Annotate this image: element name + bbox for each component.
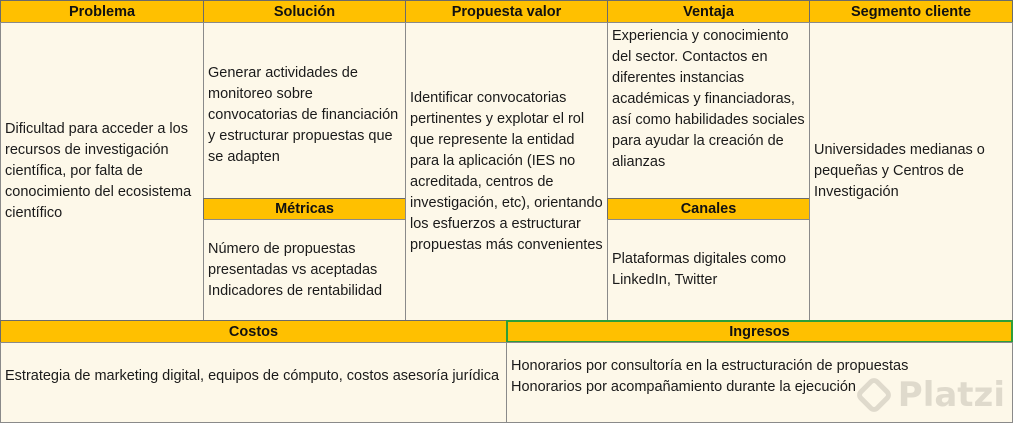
metricas-text: Número de propuestas presentadas vs aceptadas Indicadores de rentabilidad bbox=[208, 240, 383, 299]
segmento-text: Universidades medianas o pequeñas y Centros de Investigación bbox=[814, 142, 985, 200]
header-solucion: Solución bbox=[203, 0, 406, 23]
cell-propuesta-valor bbox=[405, 22, 608, 321]
header-propuesta-valor: Propuesta valor bbox=[405, 0, 608, 23]
header-canales: Canales bbox=[607, 198, 810, 220]
canales-text: Plataformas digitales como LinkedIn, Twitter bbox=[612, 251, 787, 288]
ingresos-line-1: Honorarios por consultoría en la estructuración de propuestas bbox=[511, 357, 909, 374]
header-costos: Costos bbox=[0, 320, 507, 343]
cell-segmento-cliente bbox=[809, 22, 1013, 321]
ingresos-line-2: Honorarios por acompañamiento durante la ejecución bbox=[511, 378, 856, 395]
ingresos-text bbox=[511, 356, 908, 398]
platzi-watermark-text: Platzi bbox=[897, 375, 1005, 415]
cell-problema bbox=[0, 22, 204, 321]
header-segmento-cliente: Segmento cliente bbox=[809, 0, 1013, 23]
cell-costos bbox=[0, 342, 507, 423]
cell-metricas bbox=[203, 219, 406, 321]
costos-text: Estrategia de marketing digital, equipos de cómputo, costos asesoría jurídica bbox=[5, 368, 500, 384]
ventaja-text: Experiencia y conocimiento del sector. Contactos en diferentes instancias académicas y financiadoras, así como habilidades sociales para ayudar la creación de alianzas bbox=[612, 28, 805, 170]
header-ingresos: Ingresos bbox=[506, 320, 1013, 343]
cell-ventaja bbox=[607, 22, 810, 199]
solucion-text: Generar actividades de monitoreo sobre convocatorias de financiación y estructurar propuestas que se adapten bbox=[208, 65, 399, 165]
platzi-logo-icon bbox=[854, 375, 894, 415]
platzi-watermark bbox=[860, 375, 1005, 415]
header-problema: Problema bbox=[0, 0, 204, 23]
header-metricas: Métricas bbox=[203, 198, 406, 220]
cell-canales bbox=[607, 219, 810, 321]
propuesta-text: Identificar convocatorias pertinentes y explotar el rol que represente la entidad para la aplicación (IES no acreditada, centros de investigación, etc), orientando los esfuerzos a estructurar propuestas más convenientes bbox=[410, 89, 603, 253]
problema-text: Dificultad para acceder a los recursos de investigación científica, por falta de conocimiento del ecosistema científico bbox=[5, 121, 192, 221]
header-ventaja: Ventaja bbox=[607, 0, 810, 23]
cell-solucion bbox=[203, 22, 406, 199]
